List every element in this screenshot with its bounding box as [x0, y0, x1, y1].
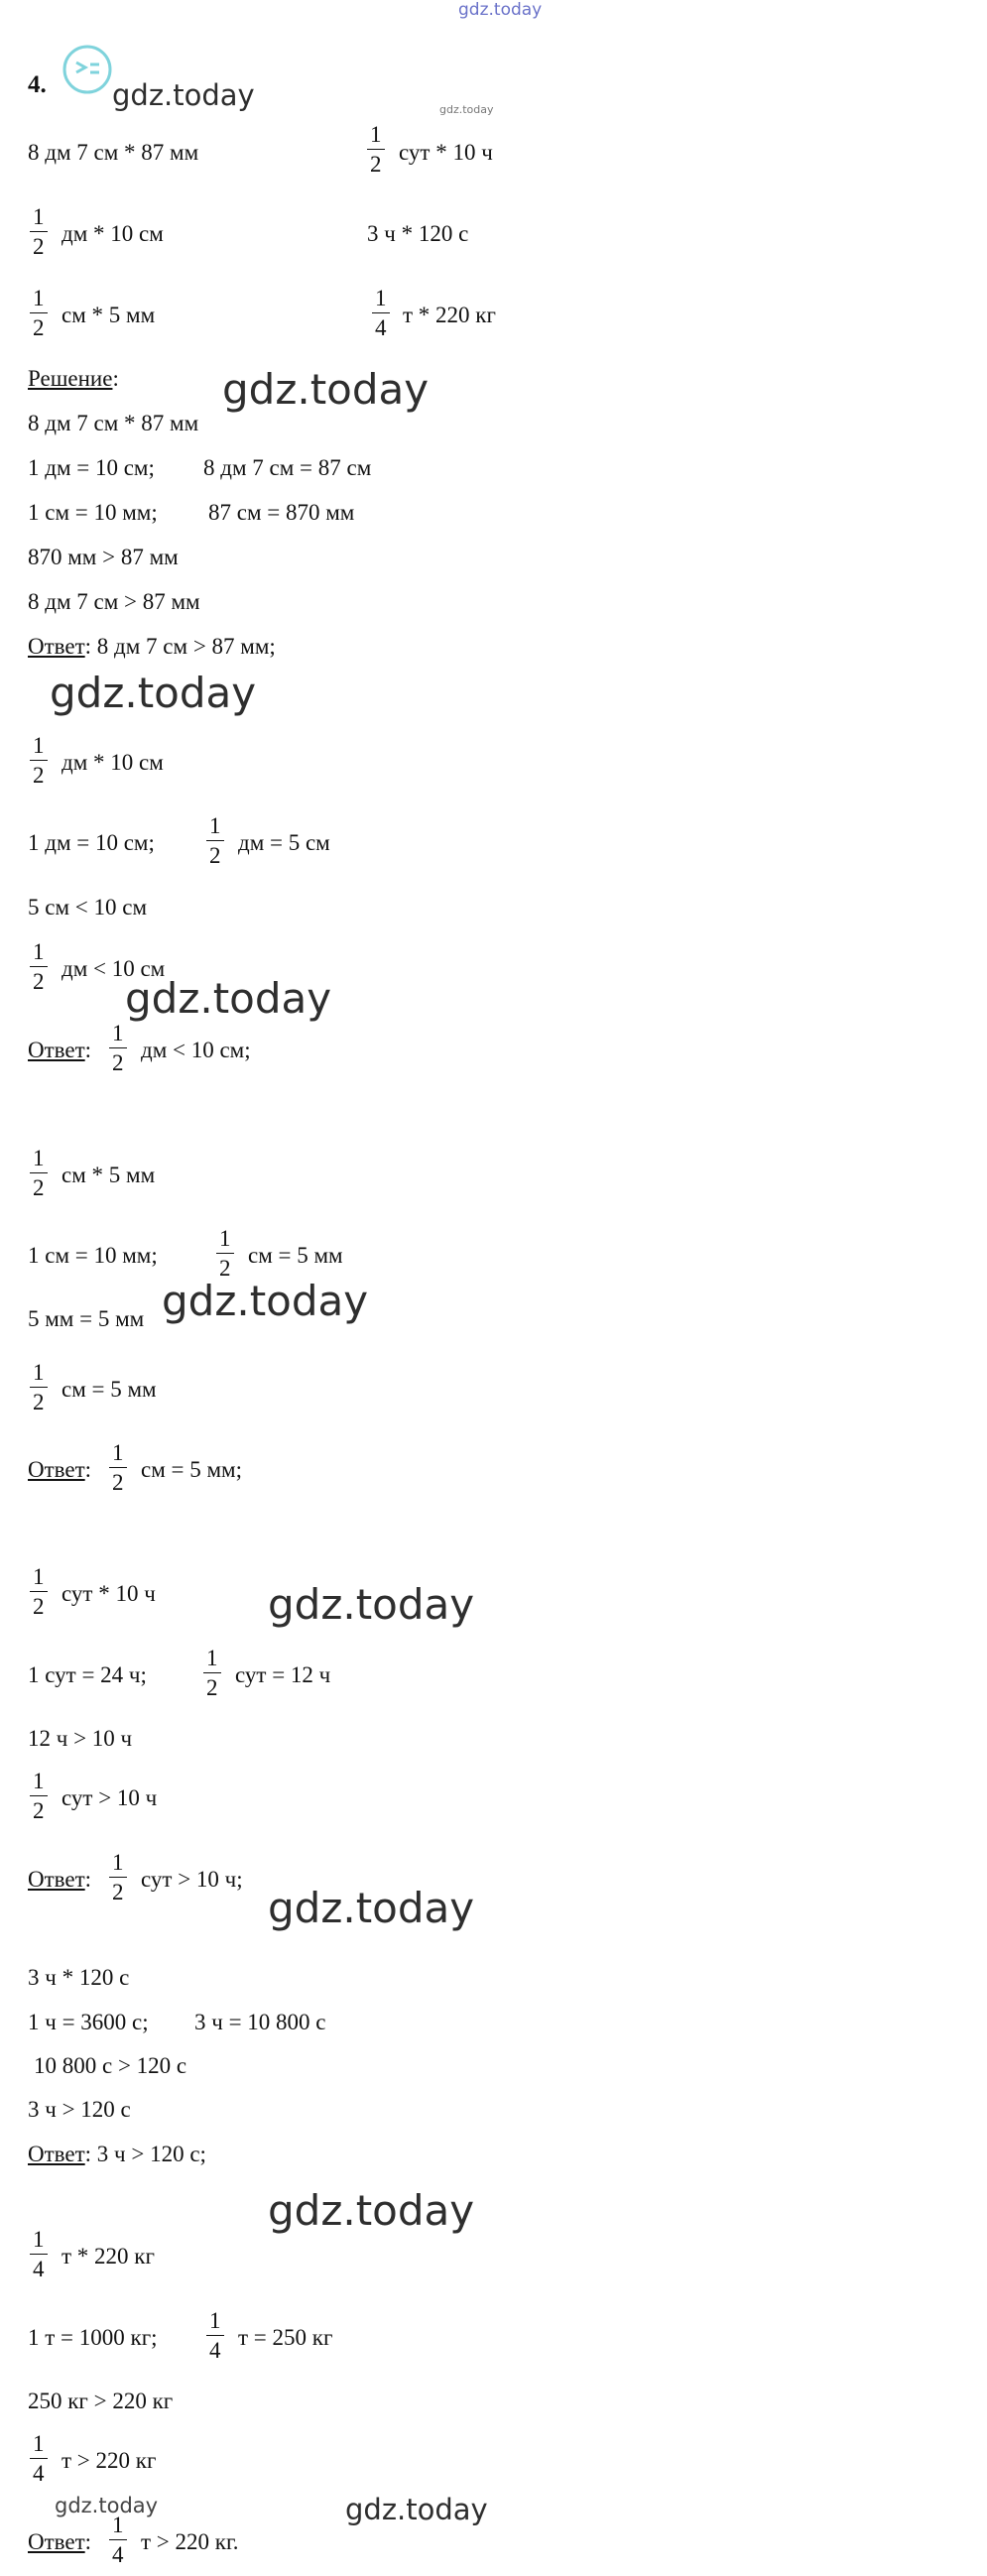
- task-row1-left: 8 дм 7 см * 87 мм: [28, 140, 199, 165]
- s6-fraction-3: $\frac{1}{4}$: [30, 2432, 48, 2485]
- s4-line4: сут > 10 ч: [62, 1785, 158, 1810]
- s6-line2b: т = 250 кг: [238, 2325, 333, 2350]
- s6-answer-label: Ответ:: [28, 2529, 92, 2554]
- s1-line1: 8 дм 7 см * 87 мм: [28, 411, 199, 435]
- s4-fraction-3: $\frac{1}{2}$: [30, 1770, 48, 1822]
- task-row3-left: см * 5 мм: [62, 303, 156, 327]
- s4-fraction-4: $\frac{1}{2}$: [109, 1851, 127, 1903]
- task-row2-fraction: $\frac{1}{2}$: [30, 205, 48, 258]
- task-row3-right: т * 220 кг: [403, 303, 496, 327]
- s6-fraction-4: $\frac{1}{4}$: [109, 2514, 127, 2566]
- watermark-footer: gdz.today: [345, 2493, 488, 2526]
- s3-line4: см = 5 мм: [62, 1377, 157, 1402]
- s3-answer-label: Ответ:: [28, 1457, 92, 1482]
- s1-line4: 870 мм > 87 мм: [28, 545, 179, 569]
- s4-line3: 12 ч > 10 ч: [28, 1726, 133, 1751]
- task-row3-fraction: $\frac{1}{2}$: [30, 287, 48, 339]
- s1-line2b: 8 дм 7 см = 87 см: [203, 455, 372, 480]
- s2-fraction-4: $\frac{1}{2}$: [109, 1022, 127, 1074]
- s2-fraction-2: $\frac{1}{2}$: [206, 814, 224, 867]
- s3-answer: см = 5 мм;: [141, 1457, 242, 1482]
- watermark-6: gdz.today: [268, 1884, 475, 1932]
- s2-fraction-1: $\frac{1}{2}$: [30, 734, 48, 787]
- s3-fraction-2: $\frac{1}{2}$: [216, 1227, 234, 1280]
- s3-fraction-1: $\frac{1}{2}$: [30, 1147, 48, 1199]
- s5-line2b: 3 ч = 10 800 с: [194, 2010, 326, 2034]
- s6-line1: т * 220 кг: [62, 2244, 155, 2269]
- solution-heading: Решение:: [28, 366, 119, 391]
- s2-fraction-3: $\frac{1}{2}$: [30, 940, 48, 993]
- watermark-4: gdz.today: [162, 1277, 369, 1325]
- task-row1-fraction: $\frac{1}{2}$: [367, 123, 385, 176]
- watermark-header: gdz.today: [112, 78, 255, 112]
- s5-line1: 3 ч * 120 с: [28, 1965, 130, 1990]
- s6-fraction-2: $\frac{1}{4}$: [206, 2309, 224, 2362]
- s3-fraction-4: $\frac{1}{2}$: [109, 1441, 127, 1494]
- task-row2-left: дм * 10 см: [62, 221, 164, 246]
- s5-line4: 3 ч > 120 с: [28, 2097, 131, 2122]
- watermark-7: gdz.today: [268, 2186, 475, 2235]
- task-row1-right: сут * 10 ч: [399, 140, 493, 165]
- s4-answer-label: Ответ:: [28, 1867, 92, 1892]
- task-number: 4.: [28, 71, 47, 98]
- s6-answer: т > 220 кг.: [141, 2529, 239, 2554]
- watermark-1: gdz.today: [222, 365, 430, 414]
- s2-line2b: дм = 5 см: [238, 830, 330, 855]
- watermark-2: gdz.today: [50, 669, 257, 717]
- s2-line1: дм * 10 см: [62, 750, 164, 775]
- s1-line2a: 1 дм = 10 см;: [28, 455, 155, 480]
- s5-answer: Ответ: 3 ч > 120 с;: [28, 2142, 206, 2166]
- watermark-3: gdz.today: [125, 974, 332, 1023]
- s5-line3: 10 800 с > 120 с: [34, 2053, 187, 2078]
- s4-fraction-2: $\frac{1}{2}$: [203, 1647, 221, 1699]
- s6-line2a: 1 т = 1000 кг;: [28, 2325, 158, 2350]
- s6-line4: т > 220 кг: [62, 2448, 157, 2473]
- s2-answer-label: Ответ:: [28, 1038, 92, 1062]
- s1-line3b: 87 см = 870 мм: [208, 500, 355, 525]
- task-row3-fraction-right: $\frac{1}{4}$: [372, 287, 390, 339]
- s3-line1: см * 5 мм: [62, 1163, 156, 1187]
- s2-line3: 5 см < 10 см: [28, 895, 147, 920]
- watermark-top: gdz.today: [458, 0, 543, 20]
- logo-icon: [62, 44, 113, 95]
- s2-answer: дм < 10 см;: [141, 1038, 251, 1062]
- watermark-tiny: gdz.today: [439, 103, 494, 116]
- s4-line1: сут * 10 ч: [62, 1581, 156, 1606]
- s1-line3a: 1 см = 10 мм;: [28, 500, 158, 525]
- s2-line4: дм < 10 см: [62, 956, 166, 981]
- s4-line2a: 1 сут = 24 ч;: [28, 1662, 147, 1687]
- s3-line3: 5 мм = 5 мм: [28, 1306, 145, 1331]
- s1-line5: 8 дм 7 см > 87 мм: [28, 589, 200, 614]
- watermark-5: gdz.today: [268, 1580, 475, 1629]
- task-row2-right: 3 ч * 120 с: [367, 221, 469, 246]
- s4-fraction-1: $\frac{1}{2}$: [30, 1565, 48, 1618]
- s2-line2a: 1 дм = 10 см;: [28, 830, 155, 855]
- s3-line2b: см = 5 мм: [248, 1243, 343, 1268]
- s4-line2b: сут = 12 ч: [235, 1662, 331, 1687]
- s1-answer: Ответ: 8 дм 7 см > 87 мм;: [28, 634, 276, 659]
- s5-line2a: 1 ч = 3600 с;: [28, 2010, 149, 2034]
- watermark-footer-small: gdz.today: [55, 2494, 159, 2517]
- s3-line2a: 1 см = 10 мм;: [28, 1243, 158, 1268]
- s6-line3: 250 кг > 220 кг: [28, 2389, 174, 2413]
- s6-fraction-1: $\frac{1}{4}$: [30, 2228, 48, 2280]
- s3-fraction-3: $\frac{1}{2}$: [30, 1361, 48, 1413]
- s4-answer: сут > 10 ч;: [141, 1867, 243, 1892]
